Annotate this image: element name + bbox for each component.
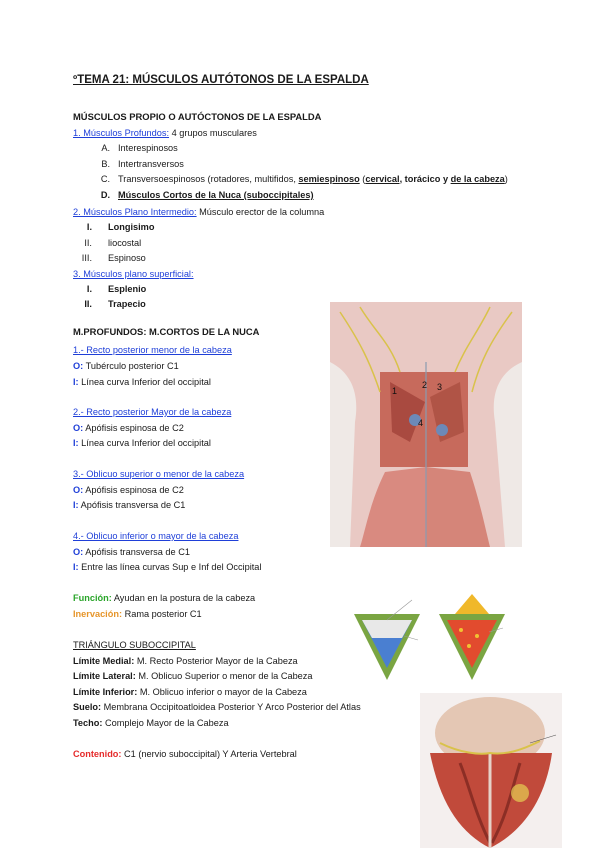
- triangle-heading: TRIÁNGULO SUBOCCIPITAL: [73, 640, 196, 650]
- muscle-3-insertion: I: Apófisis transversa de C1: [73, 500, 186, 510]
- triangle-row: Límite Lateral: M. Oblicuo Superior o menor de la Cabeza: [73, 671, 313, 681]
- muscle-4-origin: O: Apófisis transversa de C1: [73, 547, 190, 557]
- page-title: ºTEMA 21: MÚSCULOS AUTÓTONOS DE LA ESPALDA: [73, 74, 369, 86]
- triangle-row: Límite Inferior: M. Oblicuo inferior o mayor de la Cabeza: [73, 687, 307, 697]
- intermediate-muscles-link[interactable]: 2. Músculos Plano Intermedio:: [73, 207, 197, 217]
- contents-line: Contenido: C1 (nervio suboccipital) Y Arteria Vertebral: [73, 749, 297, 759]
- muscle-1-origin: O: Tubérculo posterior C1: [73, 361, 179, 371]
- deep-muscles-line: 1. Músculos Profundos: 4 grupos musculares: [73, 128, 257, 138]
- function-line: Función: Ayudan en la postura de la cabeza: [73, 593, 256, 603]
- triangle-row: Límite Medial: M. Recto Posterior Mayor de la Cabeza: [73, 656, 298, 666]
- innervation-line: Inervación: Rama posterior C1: [73, 609, 202, 619]
- figure-label: 1: [392, 386, 398, 396]
- list-item: A. Interespinosos: [101, 143, 178, 153]
- muscle-4-insertion: I: Entre las línea curvas Sup e Inf del Occipital: [73, 562, 262, 572]
- deep-muscles-link[interactable]: 1. Músculos Profundos:: [73, 128, 170, 138]
- muscle-1-insertion: I: Línea curva Inferior del occipital: [73, 377, 211, 387]
- figure-label: 2: [422, 380, 428, 390]
- suboccipital-dissection-photo: [420, 693, 562, 848]
- list-item: II. Trapecio: [84, 299, 146, 309]
- triangle-diagram-blue: [352, 596, 422, 682]
- list-item: I. Longisimo: [86, 222, 155, 232]
- figure-label: 4: [418, 418, 424, 428]
- list-item: III. Espinoso: [81, 253, 146, 263]
- neck-anatomy-illustration: [330, 302, 522, 547]
- list-item: B. Intertransversos: [101, 159, 184, 169]
- list-item: C. Transversoespinosos (rotadores, multifidos, semiespinoso (cervical, torácico y de la cabeza): [100, 174, 508, 184]
- muscle-3-origin: O: Apófisis espinosa de C2: [73, 485, 184, 495]
- triangle-row: Techo: Complejo Mayor de la Cabeza: [73, 718, 229, 728]
- superficial-muscles-line: [73, 268, 194, 280]
- muscle-1-link[interactable]: 1.- Recto posterior menor de la cabeza: [73, 345, 232, 355]
- muscle-2-origin: O: Apófisis espinosa de C2: [73, 423, 184, 433]
- muscle-2-link[interactable]: 2.- Recto posterior Mayor de la cabeza: [73, 407, 232, 417]
- section-heading: MÚSCULOS PROPIO O AUTÓCTONOS DE LA ESPALDA: [73, 111, 322, 122]
- triangle-diagram-red: [437, 590, 507, 682]
- muscle-4-link[interactable]: 4.- Oblicuo inferior o mayor de la cabeza: [73, 531, 239, 541]
- muscle-2-insertion: I: Línea curva Inferior del occipital: [73, 438, 211, 448]
- muscle-3-link[interactable]: 3.- Oblicuo superior o menor de la cabeza: [73, 469, 245, 479]
- triangle-row: Suelo: Membrana Occipitoatloidea Posterior Y Arco Posterior del Atlas: [73, 702, 361, 712]
- list-item: I. Esplenio: [86, 284, 147, 294]
- list-item: II. liocostal: [84, 238, 142, 248]
- superficial-muscles-link[interactable]: 3. Músculos plano superficial:: [73, 269, 194, 279]
- section-heading: M.PROFUNDOS: M.CORTOS DE LA NUCA: [73, 326, 260, 337]
- intermediate-muscles-line: 2. Músculos Plano Intermedio: Músculo erector de la columna: [73, 207, 325, 217]
- figure-label: 3: [437, 382, 443, 392]
- list-item: D. Músculos Cortos de la Nuca (suboccipitales): [100, 190, 314, 200]
